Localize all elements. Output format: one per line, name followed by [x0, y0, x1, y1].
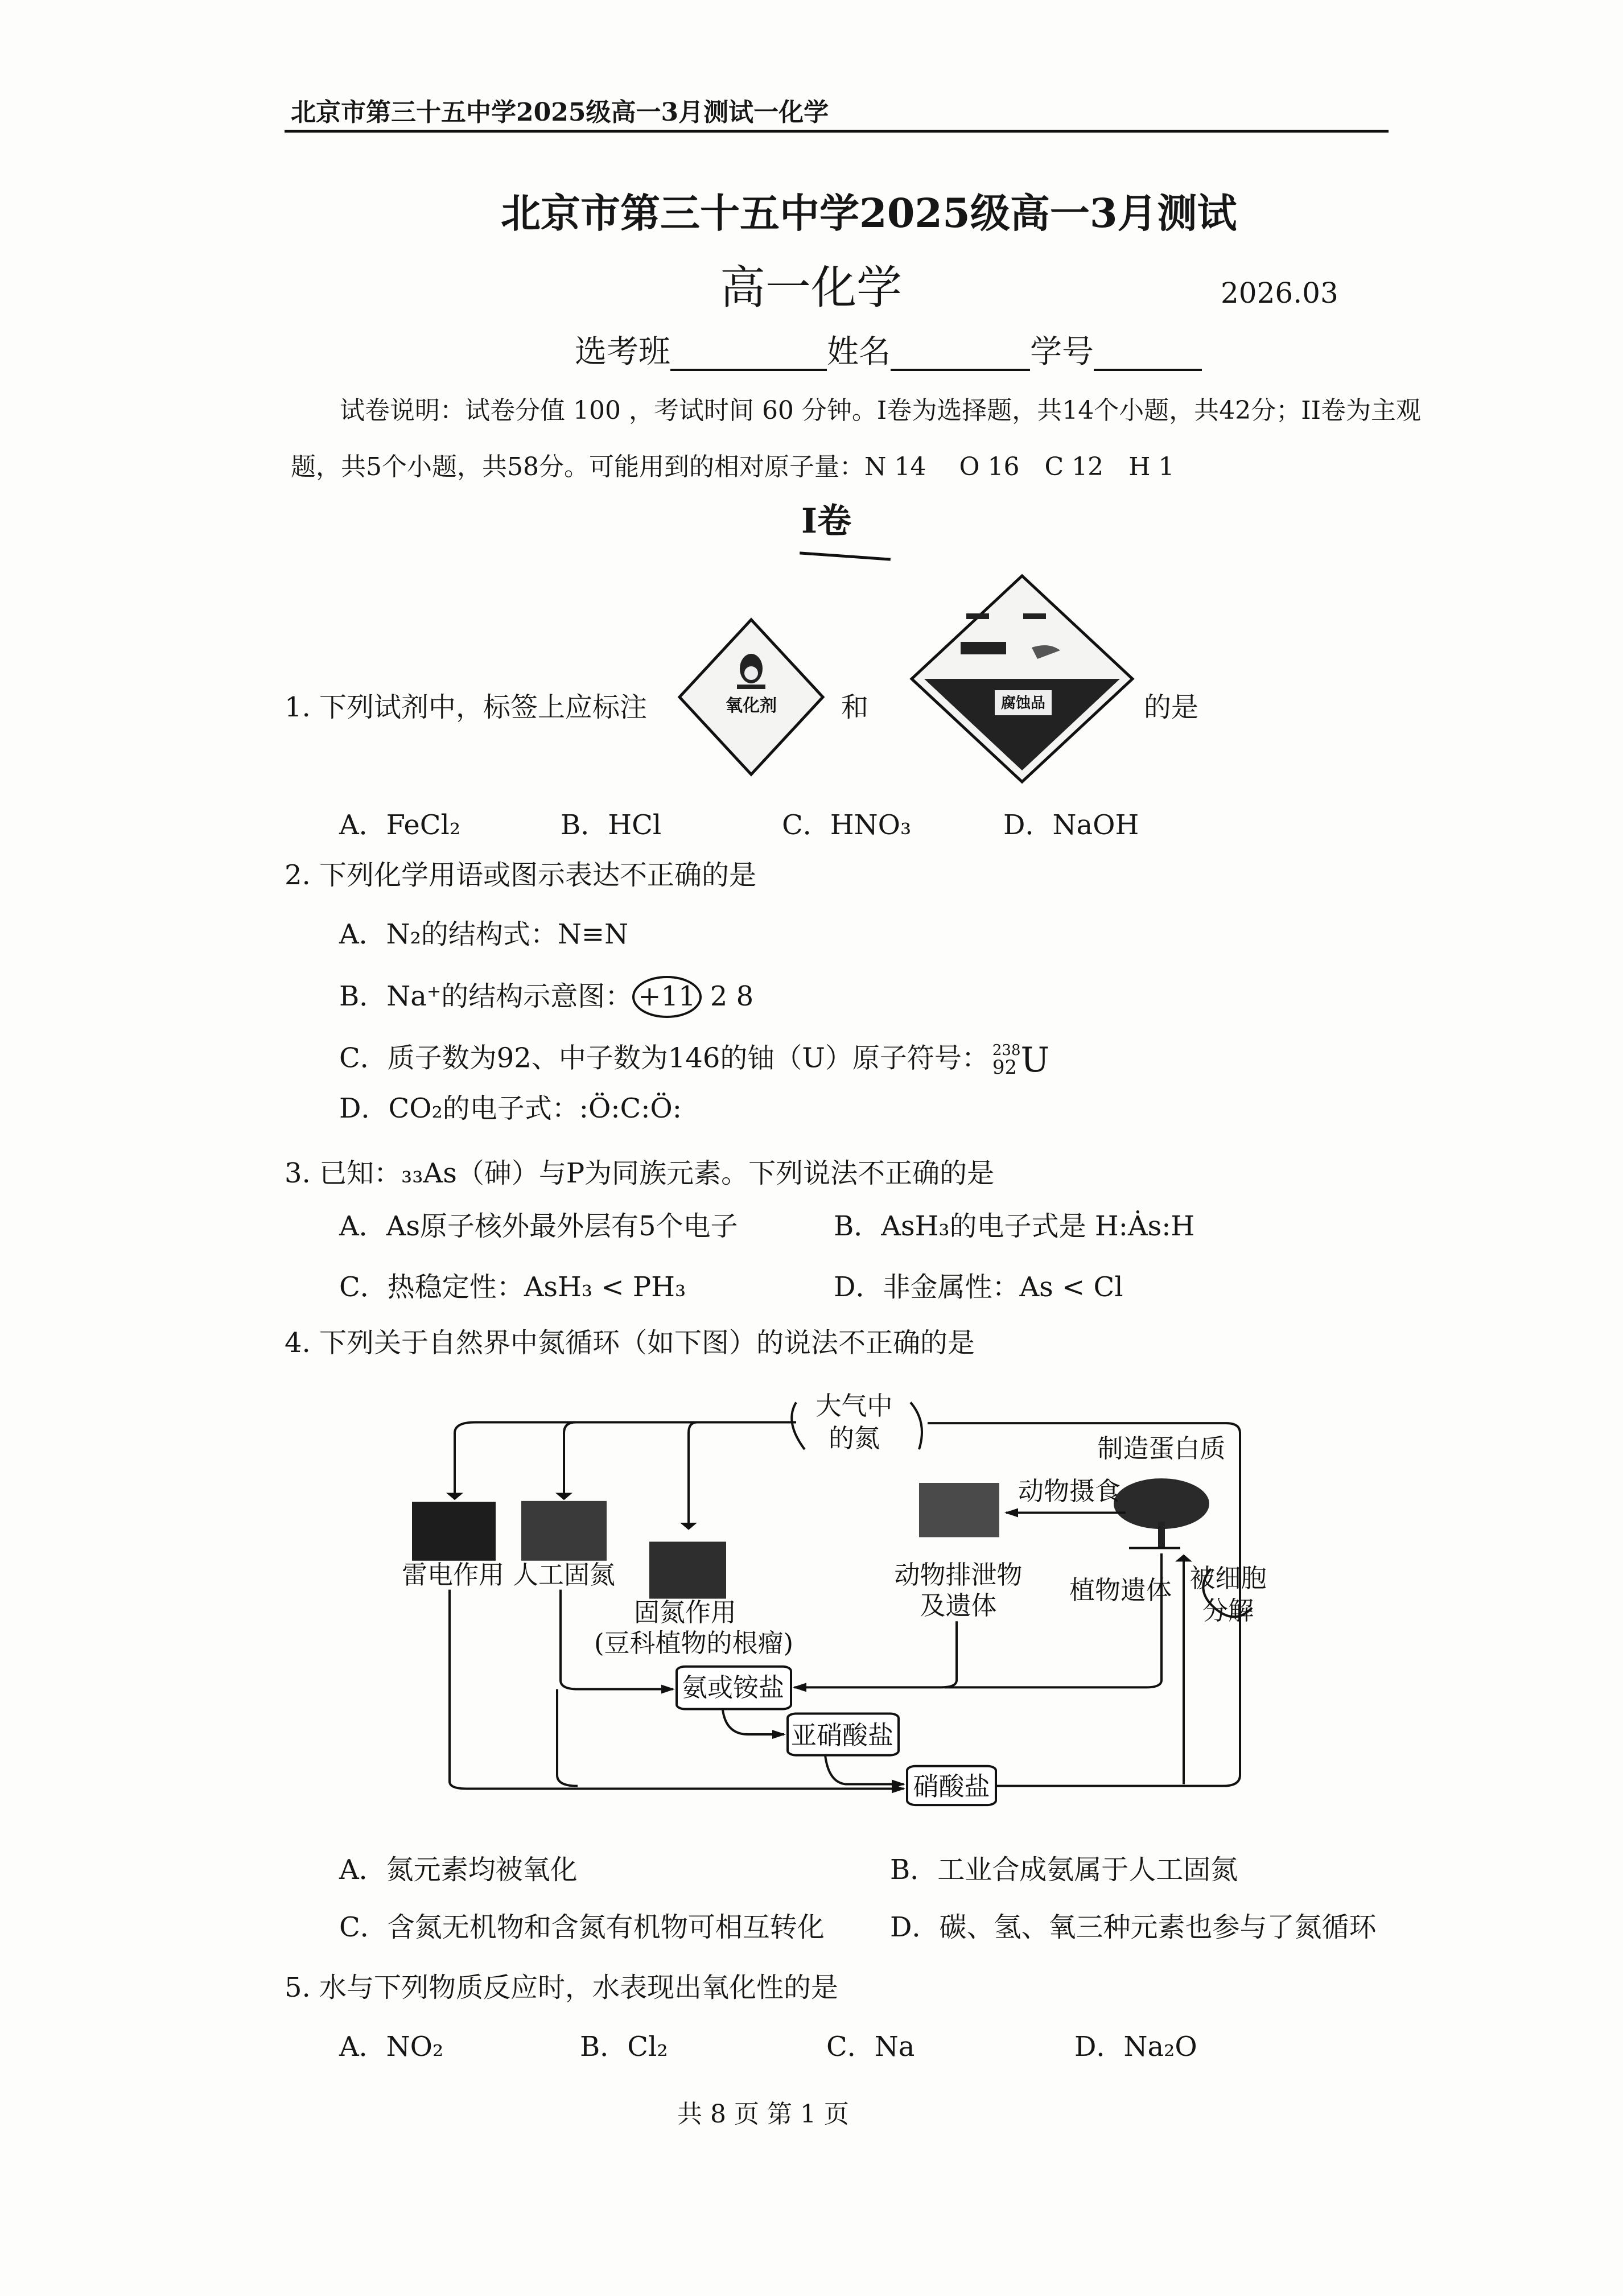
fixation-label: 固氮作用	[633, 1597, 737, 1627]
q4-option-c: C．含氮无机物和含氮有机物可相互转化	[339, 1911, 825, 1943]
q5-option-d: D．Na₂O	[1074, 2031, 1197, 2063]
electron-shells: 2 8	[710, 980, 754, 1012]
q3-option-c: C．热稳定性：AsH₃ < PH₃	[339, 1271, 686, 1303]
q1-option-d: D．NaOH	[1003, 809, 1139, 841]
q5-stem: 5. 水与下列物质反应时，水表现出氧化性的是	[285, 1972, 839, 2004]
lightning-image	[412, 1502, 496, 1560]
exam-title: 北京市第三十五中学2025级高一3月测试	[501, 189, 1237, 237]
nitrite-label: 亚硝酸盐	[790, 1720, 894, 1750]
protein-label: 制造蛋白质	[1097, 1433, 1226, 1464]
class-label: 选考班	[575, 333, 670, 370]
q1-and: 和	[841, 691, 869, 723]
tree-image	[1114, 1478, 1209, 1529]
running-header: 北京市第三十五中学2025级高一3月测试一化学	[291, 98, 829, 127]
bacteria-label-2: 分解	[1202, 1596, 1254, 1626]
student-info-fields	[575, 333, 1202, 371]
nucleus-circle: +11	[632, 976, 701, 1018]
oxidizer-hazard-sign	[677, 617, 825, 777]
atomic-number: 92	[992, 1056, 1018, 1079]
fixation-note: (豆科植物的根瘤)	[594, 1628, 794, 1658]
element-symbol: U	[1020, 1040, 1050, 1080]
header-rule	[285, 130, 1389, 133]
lightning-label: 雷电作用	[401, 1560, 505, 1590]
nitrogen-cycle-diagram	[398, 1377, 1267, 1821]
root-nodule-image	[649, 1541, 726, 1598]
factory-image	[521, 1501, 607, 1561]
q2-option-d: D．CO₂的电子式：:Ö:C:Ö:	[339, 1093, 682, 1124]
name-label: 姓名	[827, 333, 891, 370]
nitrate-label: 硝酸盐	[913, 1771, 990, 1802]
eating-label: 动物摄食	[1018, 1476, 1121, 1506]
name-field[interactable]	[891, 341, 1030, 371]
exam-date: 2026.03	[1221, 277, 1338, 310]
corrosive-label: 腐蚀品	[1000, 695, 1046, 712]
q2-option-c	[339, 1040, 1049, 1081]
q5-option-b: B．Cl₂	[580, 2031, 668, 2063]
class-field[interactable]	[670, 341, 827, 371]
q5-option-a: A．NO₂	[339, 2031, 444, 2063]
instructions-line-2: 题，共5个小题，共58分。可能用到的相对原子量：N 14 O 16 C 12 H 1	[291, 452, 1175, 481]
animal-waste-label-1: 动物排泄物	[894, 1560, 1023, 1590]
atmosphere-label-1: 大气中	[815, 1391, 893, 1421]
atmosphere-label-2: 的氮	[828, 1423, 880, 1453]
corrosive-hazard-sign	[909, 574, 1135, 784]
oxidizer-label: 氧化剂	[726, 696, 777, 716]
section-underline	[800, 551, 891, 560]
q2-option-a: A．N₂的结构式：N≡N	[339, 918, 629, 950]
q1-stem: 1. 下列试剂中，标签上应标注	[285, 691, 648, 723]
q1-option-a: A．FeCl₂	[339, 809, 461, 841]
animal-image	[919, 1483, 999, 1537]
q2-option-b-label: B．Na⁺的结构示意图：	[339, 980, 633, 1012]
mass-number: 238	[992, 1042, 1021, 1059]
bacteria-label-1: 被细胞	[1189, 1563, 1267, 1593]
q1-stem-end: 的是	[1144, 691, 1199, 723]
plant-remains-label: 植物遗体	[1069, 1575, 1172, 1605]
q3-option-d: D．非金属性：As < Cl	[834, 1271, 1123, 1303]
q1-option-b: B．HCl	[561, 809, 662, 841]
id-field[interactable]	[1094, 341, 1202, 371]
q4-stem: 4. 下列关于自然界中氮循环（如下图）的说法不正确的是	[285, 1327, 975, 1359]
id-label: 学号	[1030, 333, 1094, 370]
q1-option-c: C．HNO₃	[782, 809, 912, 841]
artificial-fixation-label: 人工固氮	[512, 1560, 616, 1590]
q3-option-b: B．AsH₃的电子式是 H:Ȧs:H	[834, 1210, 1195, 1242]
animal-waste-label-2: 及遗体	[920, 1590, 997, 1621]
q3-option-a: A．As原子核外最外层有5个电子	[339, 1210, 738, 1242]
ammonia-label: 氨或铵盐	[681, 1672, 785, 1703]
instructions-line-1: 试卷说明：试卷分值 100 ，考试时间 60 分钟。I卷为选择题，共14个小题，共42分；II卷为主观	[340, 396, 1422, 425]
q2-option-c-label: C．质子数为92、中子数为146的铀（U）原子符号：	[339, 1042, 989, 1074]
q4-option-d: D．碳、氢、氧三种元素也参与了氮循环	[890, 1911, 1377, 1943]
section-heading: I卷	[801, 501, 852, 541]
q3-stem: 3. 已知：₃₃As（砷）与P为同族元素。下列说法不正确的是	[285, 1157, 995, 1189]
q2-stem: 2. 下列化学用语或图示表达不正确的是	[285, 859, 757, 891]
subject-title: 高一化学	[720, 261, 902, 314]
q4-option-a: A．氮元素均被氧化	[339, 1854, 578, 1886]
q2-option-b	[339, 976, 753, 1018]
isotope-numbers	[992, 1043, 1021, 1077]
page-footer: 共 8 页 第 1 页	[677, 2100, 849, 2129]
q5-option-c: C．Na	[826, 2031, 915, 2063]
q4-option-b: B．工业合成氨属于人工固氮	[890, 1854, 1238, 1886]
